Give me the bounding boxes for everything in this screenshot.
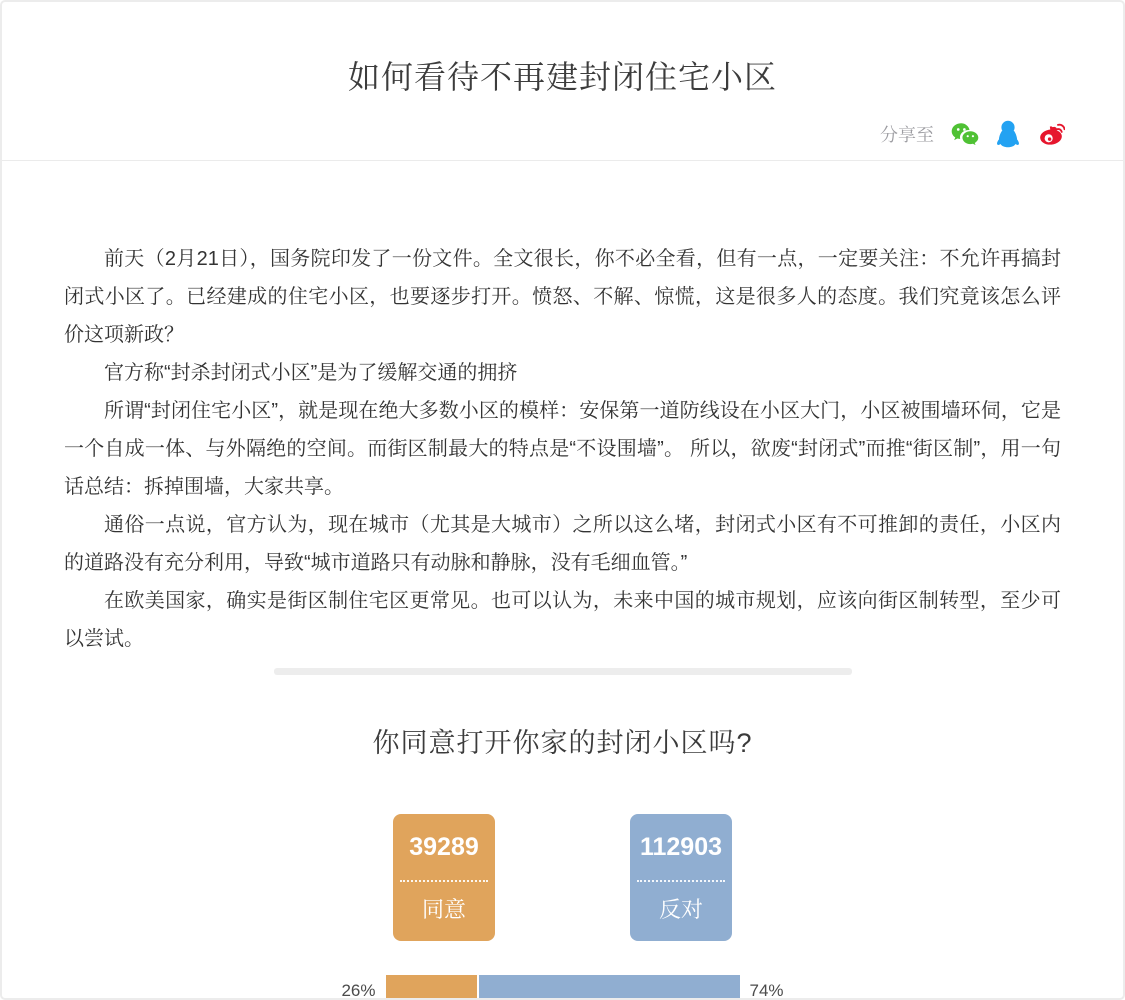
page-header <box>2 2 1123 161</box>
paragraph-3: 所谓“封闭住宅小区”，就是现在绝大多数小区的模样：安保第一道防线设在小区大门，小区被围墙环伺，它是一个自成一体、与外隔绝的空间。而街区制最大的特点是“不设围墙”。 所以，欲废“封闭式”而推“街区制”，用一句话总结：拆掉围墙，大家共享。 <box>64 400 1061 498</box>
page-title: 如何看待不再建封闭住宅小区 <box>347 59 777 95</box>
article-body <box>2 161 1123 1000</box>
poll-count-oppose: 112903 <box>639 833 723 861</box>
poll-label-agree: 同意 <box>421 897 466 922</box>
poll-question: 你同意打开你家的封闭小区吗? <box>372 728 753 758</box>
percent-label-oppose: 74% <box>749 981 784 1000</box>
paragraph-2: 官方称“封杀封闭式小区”是为了缓解交通的拥挤 <box>104 362 518 384</box>
share-bar <box>880 120 1065 148</box>
poll-count-agree: 39289 <box>409 833 479 861</box>
bar-segment-oppose <box>479 975 739 1000</box>
poll-option-agree[interactable] <box>393 814 495 941</box>
poll-widget <box>64 721 1061 1000</box>
section-divider <box>274 668 852 675</box>
weibo-share-button[interactable] <box>1037 120 1065 148</box>
bar-track <box>386 975 740 1000</box>
poll-options <box>64 814 1061 941</box>
poll-label-oppose: 反对 <box>658 897 703 922</box>
poll-result-bar <box>64 975 1061 1000</box>
paragraph-1: 前天（2月21日），国务院印发了一份文件。全文很长，你不必全看，但有一点，一定要关注：不允许再搞封闭式小区了。已经建成的住宅小区，也要逐步打开。愤怒、不解、惊慌，这是很多人的态度。我们究竟该怎么评价这项新政？ <box>64 248 1061 346</box>
bar-segment-agree <box>386 975 478 1000</box>
percent-label-agree: 26% <box>341 981 376 1000</box>
share-label: 分享至 <box>880 125 934 145</box>
wechat-share-button[interactable] <box>951 120 979 148</box>
paragraph-4: 通俗一点说，官方认为，现在城市（尤其是大城市）之所以这么堵，封闭式小区有不可推卸的责任，小区内的道路没有充分利用，导致“城市道路只有动脉和静脉，没有毛细血管。” <box>64 514 1061 574</box>
poll-option-oppose[interactable] <box>630 814 732 941</box>
paragraph-5: 在欧美国家，确实是街区制住宅区更常见。也可以认为，未来中国的城市规划，应该向街区制转型，至少可以尝试。 <box>64 590 1061 650</box>
qq-share-button[interactable] <box>994 120 1022 148</box>
